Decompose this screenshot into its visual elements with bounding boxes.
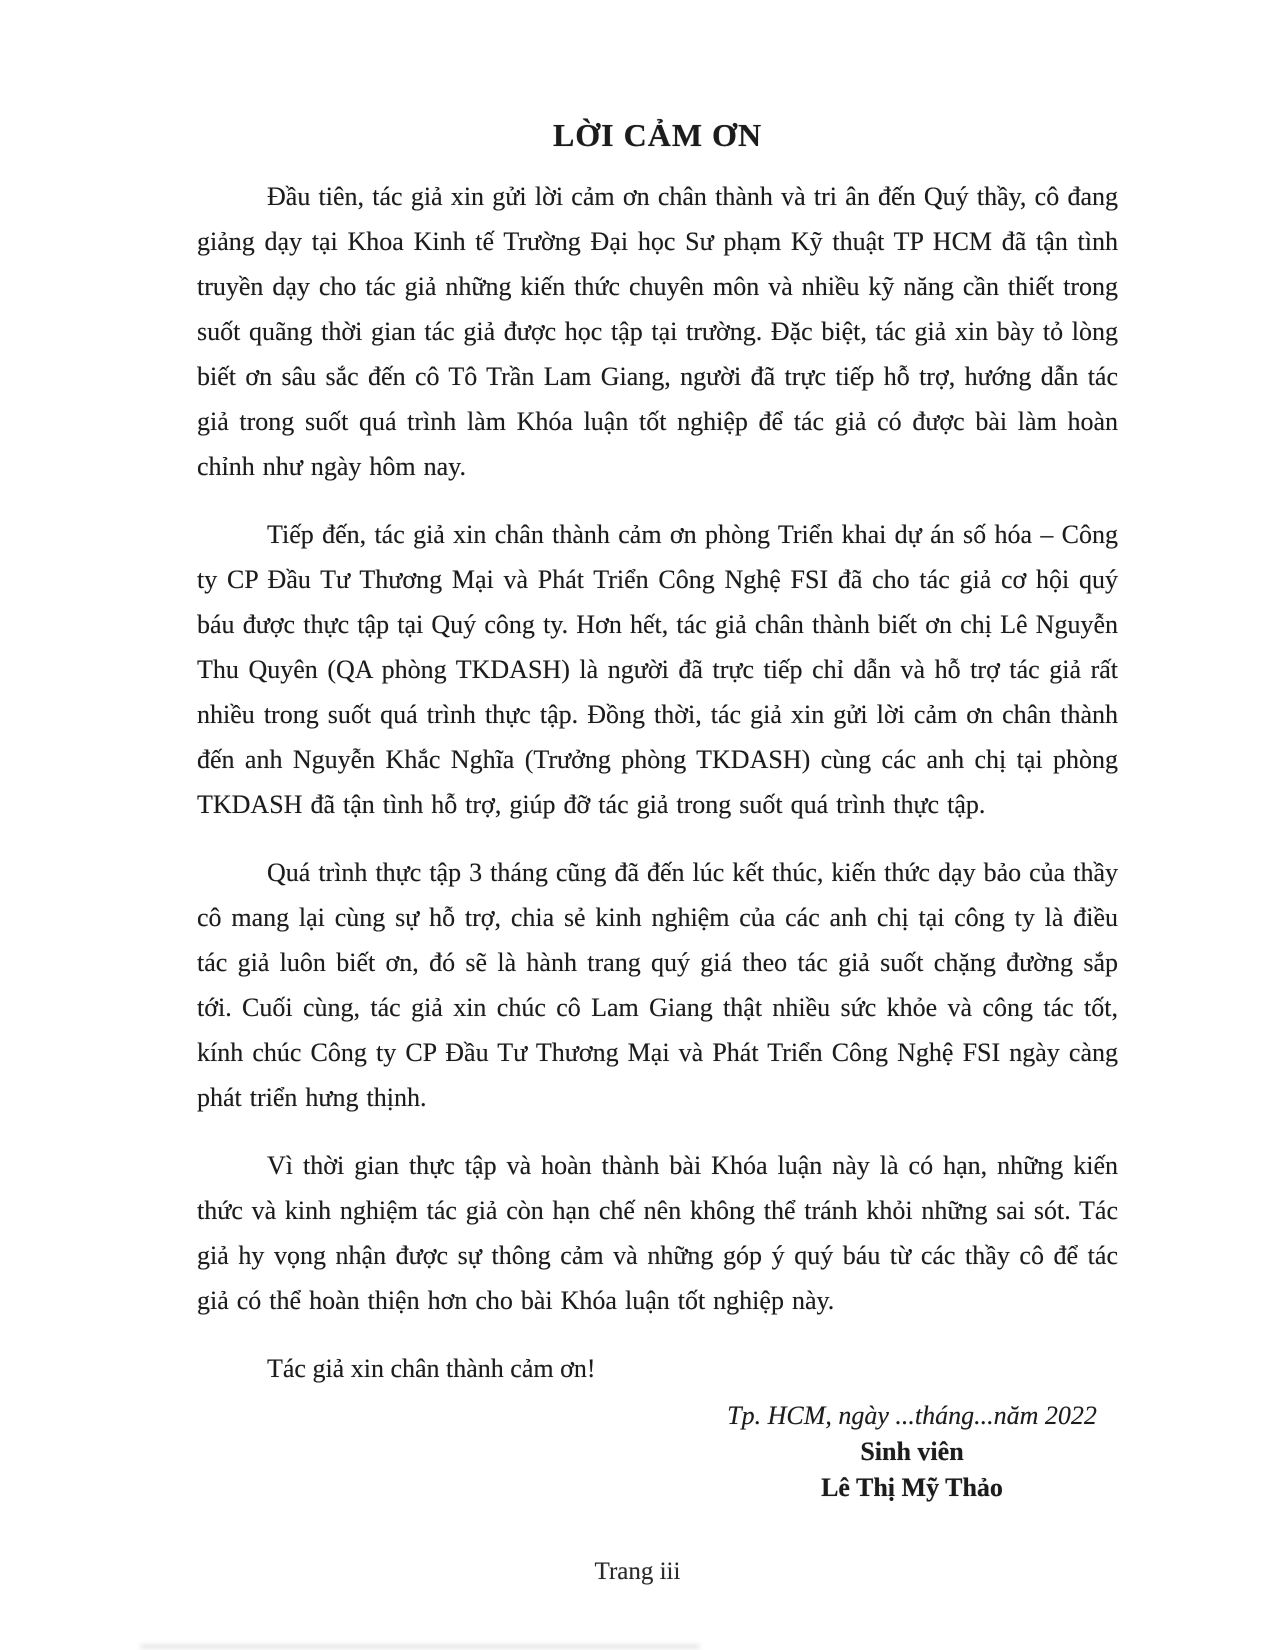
signature-place-date: Tp. HCM, ngày ...tháng...năm 2022 [727,1401,1097,1430]
paragraph-acknowledgment-company: Tiếp đến, tác giả xin chân thành cảm ơn phòng Triển khai dự án số hóa – Công ty CP Đầu Tư Thương Mại và Phát Triển Công Nghệ FSI đã cho tác giả cơ hội quý báu được thực tập tại Quý công ty. Hơn hết, tác giả chân thành biết ơn chị Lê Nguyễn Thu Quyên (QA phòng TKDASH) là người đã trực tiếp chỉ dẫn và hỗ trợ tác giả rất nhiều trong suốt quá trình thực tập. Đồng thời, tác giả xin gửi lời cảm ơn chân thành đến anh Nguyễn Khắc Nghĩa (Trưởng phòng TKDASH) cùng các anh chị tại phòng TKDASH đã tận tình hỗ trợ, giúp đỡ tác giả trong suốt quá trình thực tập. [197,520,1118,819]
closing-line: Tác giả xin chân thành cảm ơn! [267,1354,596,1383]
scan-artifact [140,1644,700,1649]
signature-role: Sinh viên [860,1437,964,1466]
signature-block [692,1399,1132,1505]
paragraph-acknowledgment-faculty: Đầu tiên, tác giả xin gửi lời cảm ơn chân thành và tri ân đến Quý thầy, cô đang giảng dạy tại Khoa Kinh tế Trường Đại học Sư phạm Kỹ thuật TP HCM đã tận tình truyền dạy cho tác giả những kiến thức chuyên môn và nhiều kỹ năng cần thiết trong suốt quãng thời gian tác giả được học tập tại trường. Đặc biệt, tác giả xin bày tỏ lòng biết ơn sâu sắc đến cô Tô Trần Lam Giang, người đã trực tiếp hỗ trợ, hướng dẫn tác giả trong suốt quá trình làm Khóa luận tốt nghiệp để tác giả có được bài làm hoàn chỉnh như ngày hôm nay. [197,182,1118,481]
paragraph-limitations: Vì thời gian thực tập và hoàn thành bài Khóa luận này là có hạn, những kiến thức và kinh nghiệm tác giả còn hạn chế nên không thể tránh khỏi những sai sót. Tác giả hy vọng nhận được sự thông cảm và những góp ý quý báu từ các thầy cô để tác giả có thể hoàn thiện hơn cho bài Khóa luận tốt nghiệp này. [197,1151,1118,1315]
paragraph-internship-reflection: Quá trình thực tập 3 tháng cũng đã đến lúc kết thúc, kiến thức dạy bảo của thầy cô mang lại cùng sự hỗ trợ, chia sẻ kinh nghiệm của các anh chị tại công ty là điều tác giả luôn biết ơn, đó sẽ là hành trang quý giá theo tác giả suốt chặng đường sắp tới. Cuối cùng, tác giả xin chúc cô Lam Giang thật nhiều sức khỏe và công tác tốt, kính chúc Công ty CP Đầu Tư Thương Mại và Phát Triển Công Nghệ FSI ngày càng phát triển hưng thịnh. [197,858,1118,1112]
page-number: Trang iii [594,1558,681,1585]
signature-name: Lê Thị Mỹ Thảo [821,1473,1003,1502]
page-content [197,112,1118,1505]
page-title: LỜI CẢM ƠN [552,117,763,153]
